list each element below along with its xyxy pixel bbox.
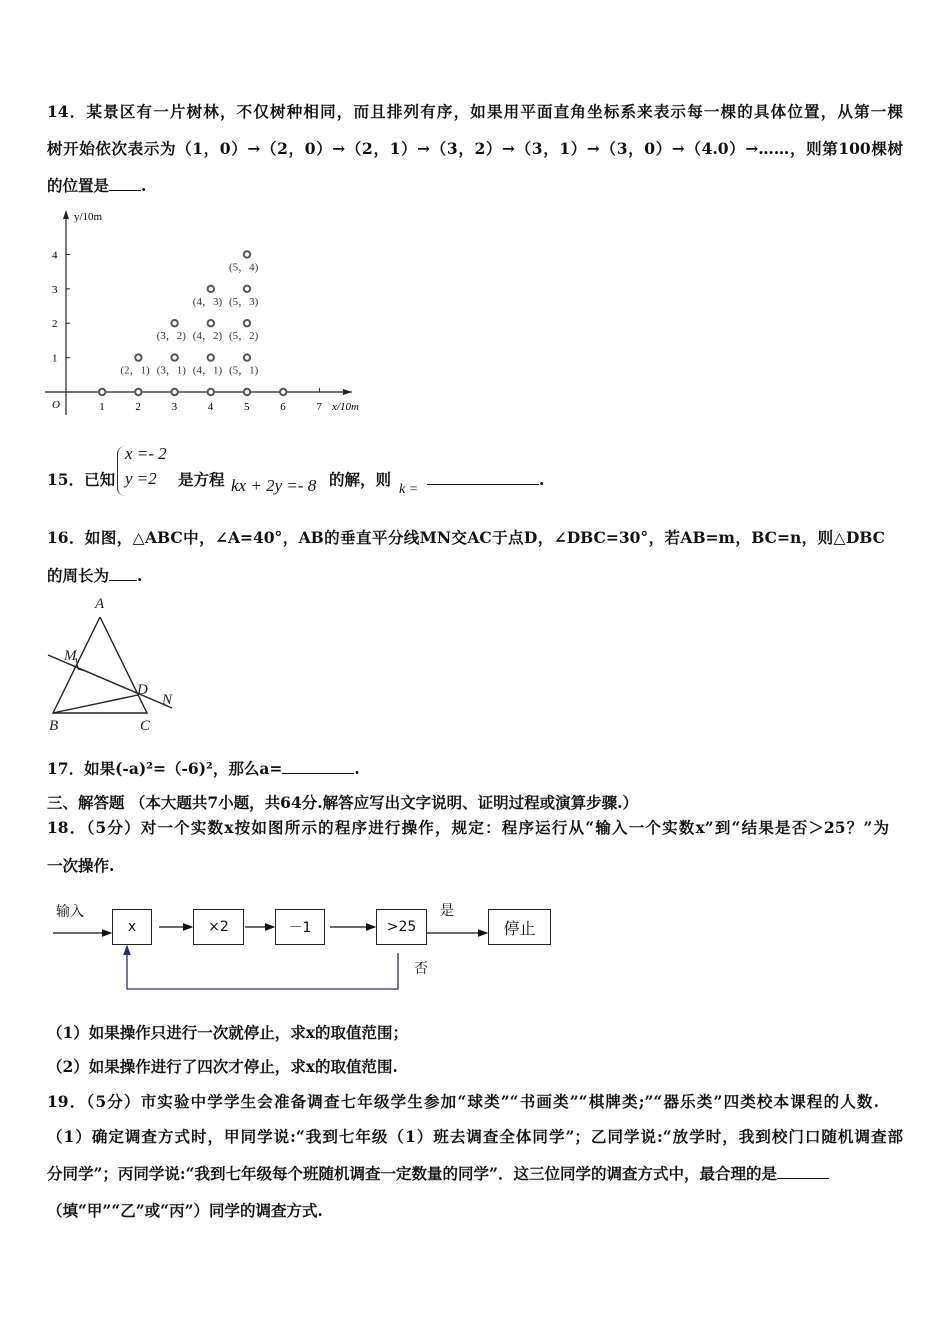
q18-line2: 一次操作. (47, 856, 115, 875)
answer-blank (109, 176, 141, 191)
tree-point (171, 389, 177, 395)
q15-system (125, 444, 167, 489)
answer-blank (282, 759, 354, 774)
triangle-figure (40, 590, 240, 740)
q17 (47, 759, 360, 779)
tree-point (171, 354, 177, 360)
x-tick-label: 5 (244, 401, 250, 413)
point-label: (5，1) (229, 364, 259, 377)
eq1: x =- 2 (125, 444, 167, 463)
q18-sub1: （1）如果操作只进行一次就停止，求x的取值范围； (47, 1023, 409, 1042)
q18-sub2: （2）如果操作进行了四次才停止，求x的取值范围. (47, 1057, 398, 1076)
point-label: (3，1) (156, 364, 186, 377)
label-m: M (64, 648, 77, 664)
label-c: C (140, 718, 151, 734)
tree-point (208, 320, 214, 326)
eq2: y =2 (125, 469, 157, 488)
y-axis-arrow (63, 210, 69, 219)
tree-point (135, 389, 141, 395)
y-tick-label: 2 (52, 318, 58, 331)
q16-text: 的周长为 (47, 566, 110, 585)
q19-line3 (47, 1164, 829, 1184)
label-n: N (162, 692, 173, 708)
x-tick-label: 2 (135, 401, 141, 413)
point-label: (2，1) (120, 364, 150, 377)
point-label: (5，2) (229, 330, 259, 343)
input-label: 输入 (56, 904, 84, 920)
tree-point (244, 320, 250, 326)
point-label: (5，3) (229, 295, 259, 308)
q17-end: . (354, 759, 360, 778)
origin-label: O (52, 399, 60, 411)
q14-end: . (141, 176, 147, 195)
q14-line3 (47, 176, 146, 196)
triangle-abc (53, 617, 147, 713)
q19-line2: （1）确定调查方式时，甲同学说:“我到七年级（1）班去调查全体同学”；乙同学说:“放学时，我到校门口随机调查部 (47, 1127, 903, 1146)
answer-blank (777, 1164, 829, 1179)
point-label: (5，4) (229, 261, 259, 274)
tree-point (208, 389, 214, 395)
q18-line1: 18．（5分）对一个实数x按如图所示的程序进行操作，规定：程序运行从“输入一个实数x”到“结果是否＞25？”为 (47, 818, 889, 837)
label-b: B (49, 718, 59, 734)
y-axis-label: y/10m (74, 211, 103, 223)
point-label: (4，1) (192, 364, 223, 377)
point-label: (4，2) (192, 330, 223, 343)
q14-line1: 14．某景区有一片树林，不仅树种相同，而且排列有序，如果用平面直角坐标系来表示每一棵的具体位置，从第一棵 (47, 102, 903, 121)
y-tick-label: 4 (52, 249, 58, 262)
label-a: A (95, 596, 105, 612)
tree-point (244, 354, 250, 360)
q15-suffix: 的解，则 (329, 470, 392, 489)
q19-text: 分同学”；丙同学说:“我到七年级每个班随机调查一定数量的同学”．这三位同学的调查方式中，最合理的是 (47, 1164, 777, 1183)
box-times2: ×2 (193, 909, 244, 945)
answer-blank (427, 470, 539, 485)
q15-end: . (539, 470, 545, 489)
label-d: D (137, 682, 148, 698)
x-tick-label: 1 (99, 401, 105, 413)
brace (117, 446, 126, 496)
q15-mid: 是方程 (178, 470, 225, 489)
q15-k: k = (399, 482, 419, 497)
q15-prefix: 15．已知 (47, 470, 116, 489)
q19-line1: 19．（5分）市实验中学学生会准备调查七年级学生参加“球类”“书画类”“棋牌类;”“器乐类”四类校本课程的人数. (47, 1092, 879, 1111)
tree-point (171, 320, 177, 326)
tree-point (99, 389, 105, 395)
point-label: (4，3) (192, 295, 223, 308)
tree-point (135, 354, 141, 360)
box-gt25: >25 (376, 909, 427, 945)
y-tick-label: 3 (52, 283, 58, 296)
box-x: x (112, 909, 152, 945)
q15-equation: kx + 2y =- 8 (231, 476, 317, 495)
x-tick-label: 7 (316, 401, 322, 413)
flow-arrows (0, 890, 600, 1000)
x-tick-label: 6 (280, 401, 286, 413)
x-axis-label: x/10m (332, 401, 359, 413)
q16-line1: 16．如图，△ABC中，∠A=40°，AB的垂直平分线MN交AC于点D，∠DBC=30°，若AB=m，BC=n，则△DBC (47, 528, 885, 547)
q16-end: . (137, 566, 143, 585)
tree-point (244, 389, 250, 395)
q15-answer (427, 470, 544, 490)
box-minus1: －1 (275, 909, 325, 945)
yes-label: 是 (440, 903, 454, 919)
q17-text: 17．如果(-a)²=（-6)²，那么a= (47, 759, 283, 778)
section-3-heading: 三、解答题 （本大题共7小题，共64分.解答应写出文字说明、证明过程或演算步骤.） (47, 793, 639, 812)
no-label: 否 (414, 961, 428, 977)
q14-line2: 树开始依次表示为（1，0）→（2，0）→（2，1）→（3，2）→（3，1）→（3，0）→（4.0）→……，则第100棵树 (47, 139, 903, 158)
y-tick-label: 1 (52, 352, 58, 365)
tree-point (244, 286, 250, 292)
segment-bd (53, 695, 138, 713)
tree-point (208, 354, 214, 360)
q19-line4: （填“甲”“乙”或“丙”）同学的调查方式. (47, 1201, 323, 1220)
tree-point (280, 389, 286, 395)
x-axis-arrow (343, 389, 352, 395)
x-tick-label: 3 (171, 401, 178, 413)
x-tick-label: 4 (207, 401, 214, 413)
q16-line2 (47, 566, 142, 586)
box-stop: 停止 (488, 909, 551, 945)
tree-point (208, 286, 214, 292)
tree-coordinate-chart (40, 205, 370, 420)
point-label: (3，2) (156, 330, 186, 343)
tree-point (244, 251, 250, 257)
answer-blank (109, 566, 137, 581)
q14-text: 的位置是 (47, 176, 110, 195)
